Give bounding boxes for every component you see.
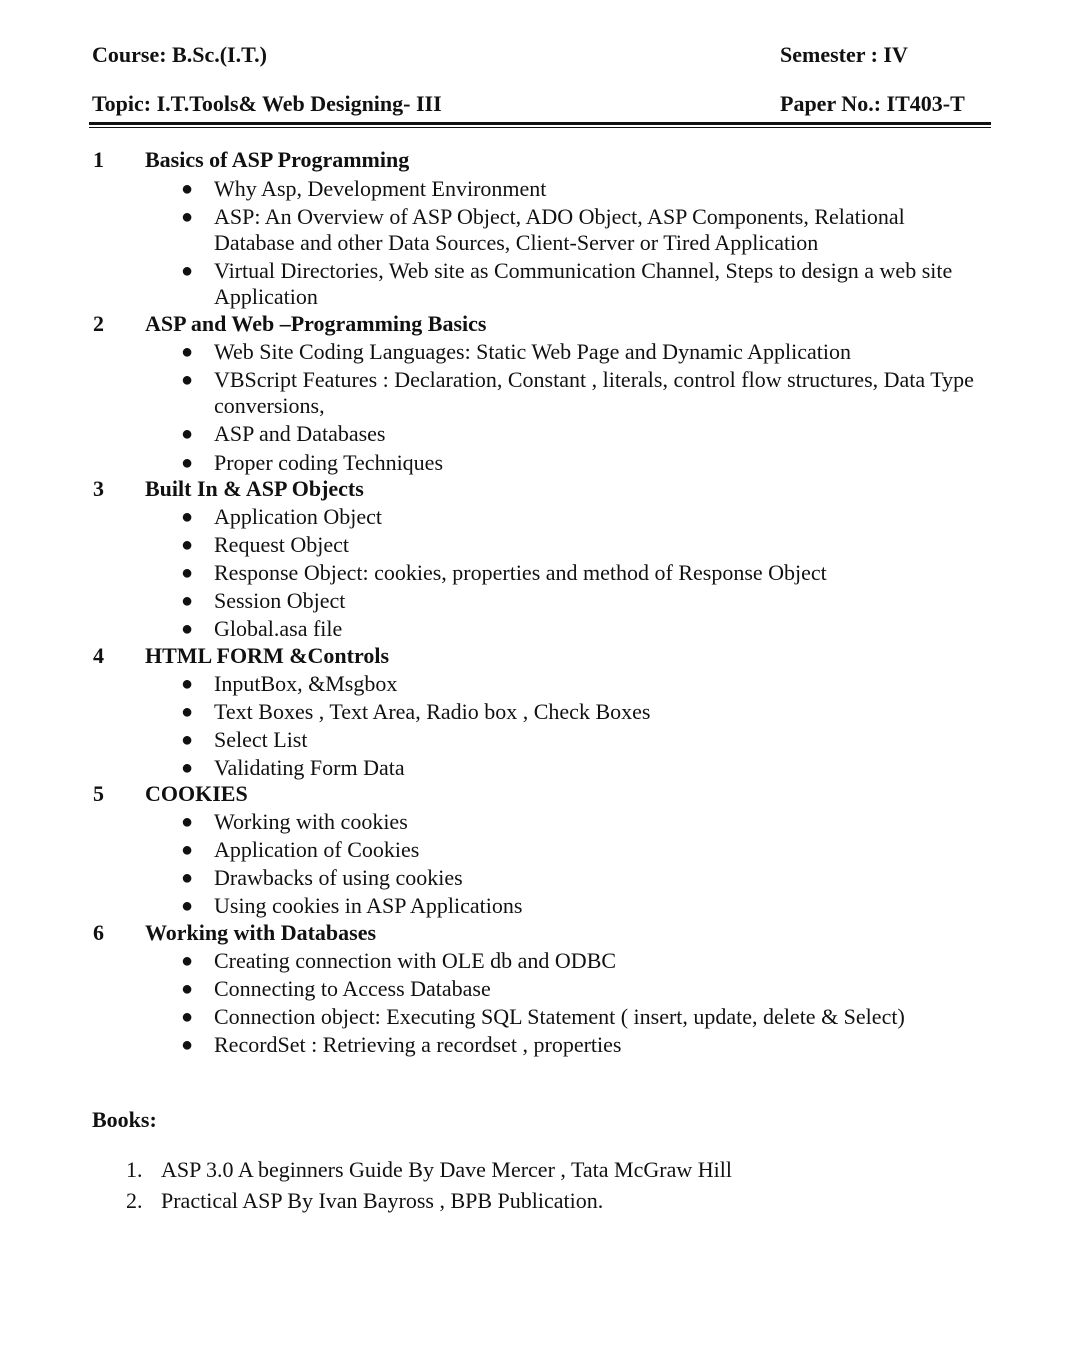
unit-3-item-3: Response Object: cookies, properties and method of Response Object <box>214 560 827 585</box>
bullet-icon: ● <box>181 534 194 556</box>
unit-4-number: 4 <box>93 643 104 668</box>
unit-4-item-4: Validating Form Data <box>214 755 405 780</box>
unit-5-item-4: Using cookies in ASP Applications <box>214 893 523 918</box>
unit-4-item-2: Text Boxes , Text Area, Radio box , Check Boxes <box>214 699 651 724</box>
unit-3-item-5: Global.asa file <box>214 616 343 641</box>
unit-6-item-1: Creating connection with OLE db and ODBC <box>214 948 617 973</box>
bullet-icon: ● <box>181 423 194 445</box>
unit-5-item-1: Working with cookies <box>214 809 408 834</box>
unit-6-title: Working with Databases <box>145 920 377 945</box>
bullet-icon: ● <box>181 452 194 474</box>
header-divider-thin <box>89 127 991 128</box>
book-1-number: 1. <box>126 1157 143 1182</box>
unit-2-item-3: ASP and Databases <box>214 421 386 446</box>
bullet-icon: ● <box>181 673 194 695</box>
bullet-icon: ● <box>181 260 194 282</box>
unit-1-item-2: ASP: An Overview of ASP Object, ADO Object, ASP Components, Relational Database and other Data Sources, Client-Server or Tired Application <box>214 204 905 255</box>
unit-3-item-4: Session Object <box>214 588 346 613</box>
unit-6-item-4: RecordSet : Retrieving a recordset , properties <box>214 1032 622 1057</box>
bullet-icon: ● <box>181 895 194 917</box>
unit-2-number: 2 <box>93 311 104 336</box>
unit-2-item-2: VBScript Features : Declaration, Constant , literals, control flow structures, Data Type conversions, <box>214 367 974 418</box>
unit-5-item-3: Drawbacks of using cookies <box>214 865 463 890</box>
bullet-icon: ● <box>181 562 194 584</box>
unit-1-title: Basics of ASP Programming <box>145 147 410 172</box>
unit-1-number: 1 <box>93 147 104 172</box>
unit-3-number: 3 <box>93 476 104 501</box>
unit-5-title: COOKIES <box>145 781 248 806</box>
unit-3-item-1: Application Object <box>214 504 383 529</box>
bullet-icon: ● <box>181 341 194 363</box>
header-divider-thick <box>89 122 991 125</box>
unit-5-item-2: Application of Cookies <box>214 837 420 862</box>
bullet-icon: ● <box>181 950 194 972</box>
bullet-icon: ● <box>181 178 194 200</box>
book-2-number: 2. <box>126 1188 143 1213</box>
bullet-icon: ● <box>181 839 194 861</box>
unit-4-title: HTML FORM &Controls <box>145 643 390 668</box>
unit-6-number: 6 <box>93 920 104 945</box>
bullet-icon: ● <box>181 701 194 723</box>
bullet-icon: ● <box>181 811 194 833</box>
unit-3-title: Built In & ASP Objects <box>145 476 364 501</box>
unit-5-number: 5 <box>93 781 104 806</box>
books-heading: Books: <box>92 1107 157 1132</box>
book-1-text: ASP 3.0 A beginners Guide By Dave Mercer , Tata McGraw Hill <box>161 1157 732 1182</box>
bullet-icon: ● <box>181 867 194 889</box>
unit-4-item-3: Select List <box>214 727 308 752</box>
unit-2-title: ASP and Web –Programming Basics <box>145 311 487 336</box>
bullet-icon: ● <box>181 590 194 612</box>
bullet-icon: ● <box>181 1006 194 1028</box>
unit-2-item-4: Proper coding Techniques <box>214 450 444 475</box>
unit-3-item-2: Request Object <box>214 532 350 557</box>
bullet-icon: ● <box>181 729 194 751</box>
unit-6-item-2: Connecting to Access Database <box>214 976 491 1001</box>
paper-number-label: Paper No.: IT403-T <box>780 91 965 116</box>
unit-1-item-3: Virtual Directories, Web site as Communication Channel, Steps to design a web site Application <box>214 258 953 309</box>
unit-2-item-1: Web Site Coding Languages: Static Web Page and Dynamic Application <box>214 339 851 364</box>
bullet-icon: ● <box>181 757 194 779</box>
bullet-icon: ● <box>181 1034 194 1056</box>
bullet-icon: ● <box>181 506 194 528</box>
bullet-icon: ● <box>181 978 194 1000</box>
unit-6-item-3: Connection object: Executing SQL Statement ( insert, update, delete & Select) <box>214 1004 905 1029</box>
bullet-icon: ● <box>181 206 194 228</box>
bullet-icon: ● <box>181 369 194 391</box>
semester-label: Semester : IV <box>780 42 908 67</box>
unit-4-item-1: InputBox, &Msgbox <box>214 671 398 696</box>
bullet-icon: ● <box>181 618 194 640</box>
topic-label: Topic: I.T.Tools& Web Designing- III <box>92 91 442 116</box>
unit-1-item-1: Why Asp, Development Environment <box>214 176 547 201</box>
book-2-text: Practical ASP By Ivan Bayross , BPB Publication. <box>161 1188 604 1213</box>
course-label: Course: B.Sc.(I.T.) <box>92 42 267 67</box>
